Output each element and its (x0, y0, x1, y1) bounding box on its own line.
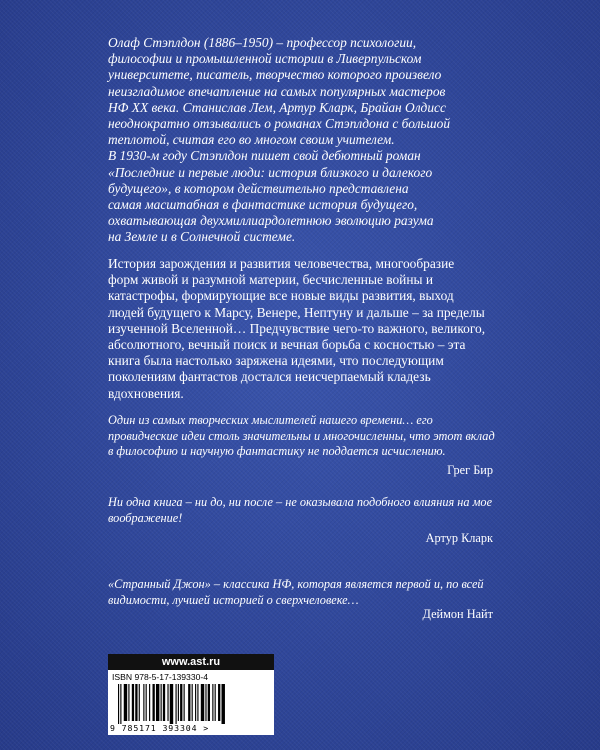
quote-line: воображение! (108, 510, 183, 525)
quote-block (108, 413, 493, 460)
barcode-bar (132, 684, 134, 721)
barcode-arrow: > (203, 723, 210, 733)
barcode-block (108, 654, 274, 735)
barcode-bar (124, 684, 127, 721)
barcode-bar (146, 684, 147, 721)
description-line: История зарождения и развития человечества, многообразие (108, 256, 455, 271)
barcode-bar (163, 684, 165, 721)
quote-line: провидческие идеи столь значительны и многочисленны, что этот вклад (108, 428, 495, 443)
bio-line: В 1930-м году Стэплдон пишет свой дебютный роман (108, 148, 421, 164)
bio-line: охватывающая двухмиллиардолетнюю эволюцию разума (108, 213, 434, 229)
barcode-bar (195, 684, 196, 721)
barcode-bar (197, 684, 198, 721)
barcode-bar (178, 684, 179, 721)
description-line: абсолютного, вечный поиск и вечная борьба с косностью – эта (108, 337, 466, 353)
bio-line: «Последние и первые люди: история близкого и далекого (108, 164, 433, 180)
barcode-bar (167, 684, 168, 721)
bio-line: Олаф Стэплдон (1886–1950) – профессор психологии, (108, 35, 417, 50)
barcode-bar (170, 684, 173, 724)
quote-author: Деймон Найт (422, 607, 493, 621)
bio-line: философии и промышленной истории в Ливерпульском (108, 51, 422, 67)
bio-line: на Земле и в Солнечной системе. (108, 229, 296, 245)
barcode-bar (222, 684, 225, 724)
quote-line: видимости, лучшей историей о сверхчеловеке… (108, 592, 359, 607)
description-line: катастрофы, формирующие все новые виды развития, выход (108, 288, 454, 304)
bio-line: самая масштабная в фантастике история будущего, (108, 197, 418, 213)
description-line: форм живой и разумной материи, бесчисленные войны и (108, 272, 434, 288)
barcode-bar (143, 684, 144, 721)
barcode-bar (215, 684, 216, 721)
barcode-bar (149, 684, 150, 721)
barcode-digits: 9 785171 393304 (110, 723, 198, 733)
description-line: книга была настолько заряжена идеями, что последующим (108, 353, 444, 369)
barcode-bar (184, 684, 185, 721)
barcode-bar (192, 684, 193, 721)
quote-line: «Странный Джон» – классика НФ, которая является первой и, по всей (108, 577, 484, 591)
book-description (108, 256, 493, 402)
description-line: поколениям фантастов достался неисчерпаемый кладезь (108, 369, 431, 385)
bio-line: теплотой, считая его во многом своим учителем. (108, 132, 395, 148)
bio-line: университете, писатель, творчество которого произвело (108, 67, 442, 83)
barcode-bar (208, 684, 210, 721)
description-line: вдохновения. (108, 385, 184, 401)
barcode-bar (128, 684, 129, 721)
quote-block (108, 577, 493, 608)
bio-line: НФ XX века. Станислав Лем, Артур Кларк, Брайан Олдисс (108, 99, 446, 115)
bio-line: неизгладимое впечатление на самых популярных мастеров (108, 83, 446, 99)
barcode-bar (120, 684, 121, 724)
barcode-image (118, 684, 264, 724)
barcode-bar (218, 684, 220, 721)
description-line: людей будущего к Марсу, Венере, Нептуну и дальше – за пределы (108, 304, 485, 320)
author-bio (108, 35, 493, 246)
quote-author: Артур Кларк (425, 531, 493, 545)
quote-author: Грег Бир (447, 463, 493, 477)
barcode-bar (176, 684, 177, 724)
barcode-bar (188, 684, 190, 721)
barcode-bar (205, 684, 206, 721)
barcode-bar (212, 684, 213, 721)
barcode-bar (118, 684, 119, 724)
publisher-url: www.ast.ru (108, 654, 274, 670)
isbn-text: ISBN 978-5-17-139330-4 (112, 672, 209, 682)
barcode-bar (201, 684, 204, 721)
quote-line: в философию и научную фантастику не поддается исчислению. (108, 444, 446, 459)
barcode-bar (156, 684, 159, 721)
barcode-bar (135, 684, 137, 721)
barcode-bar (153, 684, 155, 721)
quote-block (108, 495, 493, 526)
quote-line: Ни одна книга – ни до, ни после – не оказывала подобного влияния на мое (108, 495, 493, 509)
quote-line: Один из самых творческих мыслителей нашего времени… его (108, 413, 433, 427)
barcode-bar (180, 684, 182, 721)
bio-line: неоднократно отзывались о романах Стэплдона с большой (108, 116, 451, 132)
bio-line: будущего», в котором действительно представлена (108, 180, 409, 196)
barcode-number (108, 723, 276, 733)
barcode-bar (139, 684, 140, 721)
description-line: изученной Вселенной… Предчувствие чего-то важного, великого, (108, 320, 486, 336)
barcode-bar (161, 684, 162, 721)
